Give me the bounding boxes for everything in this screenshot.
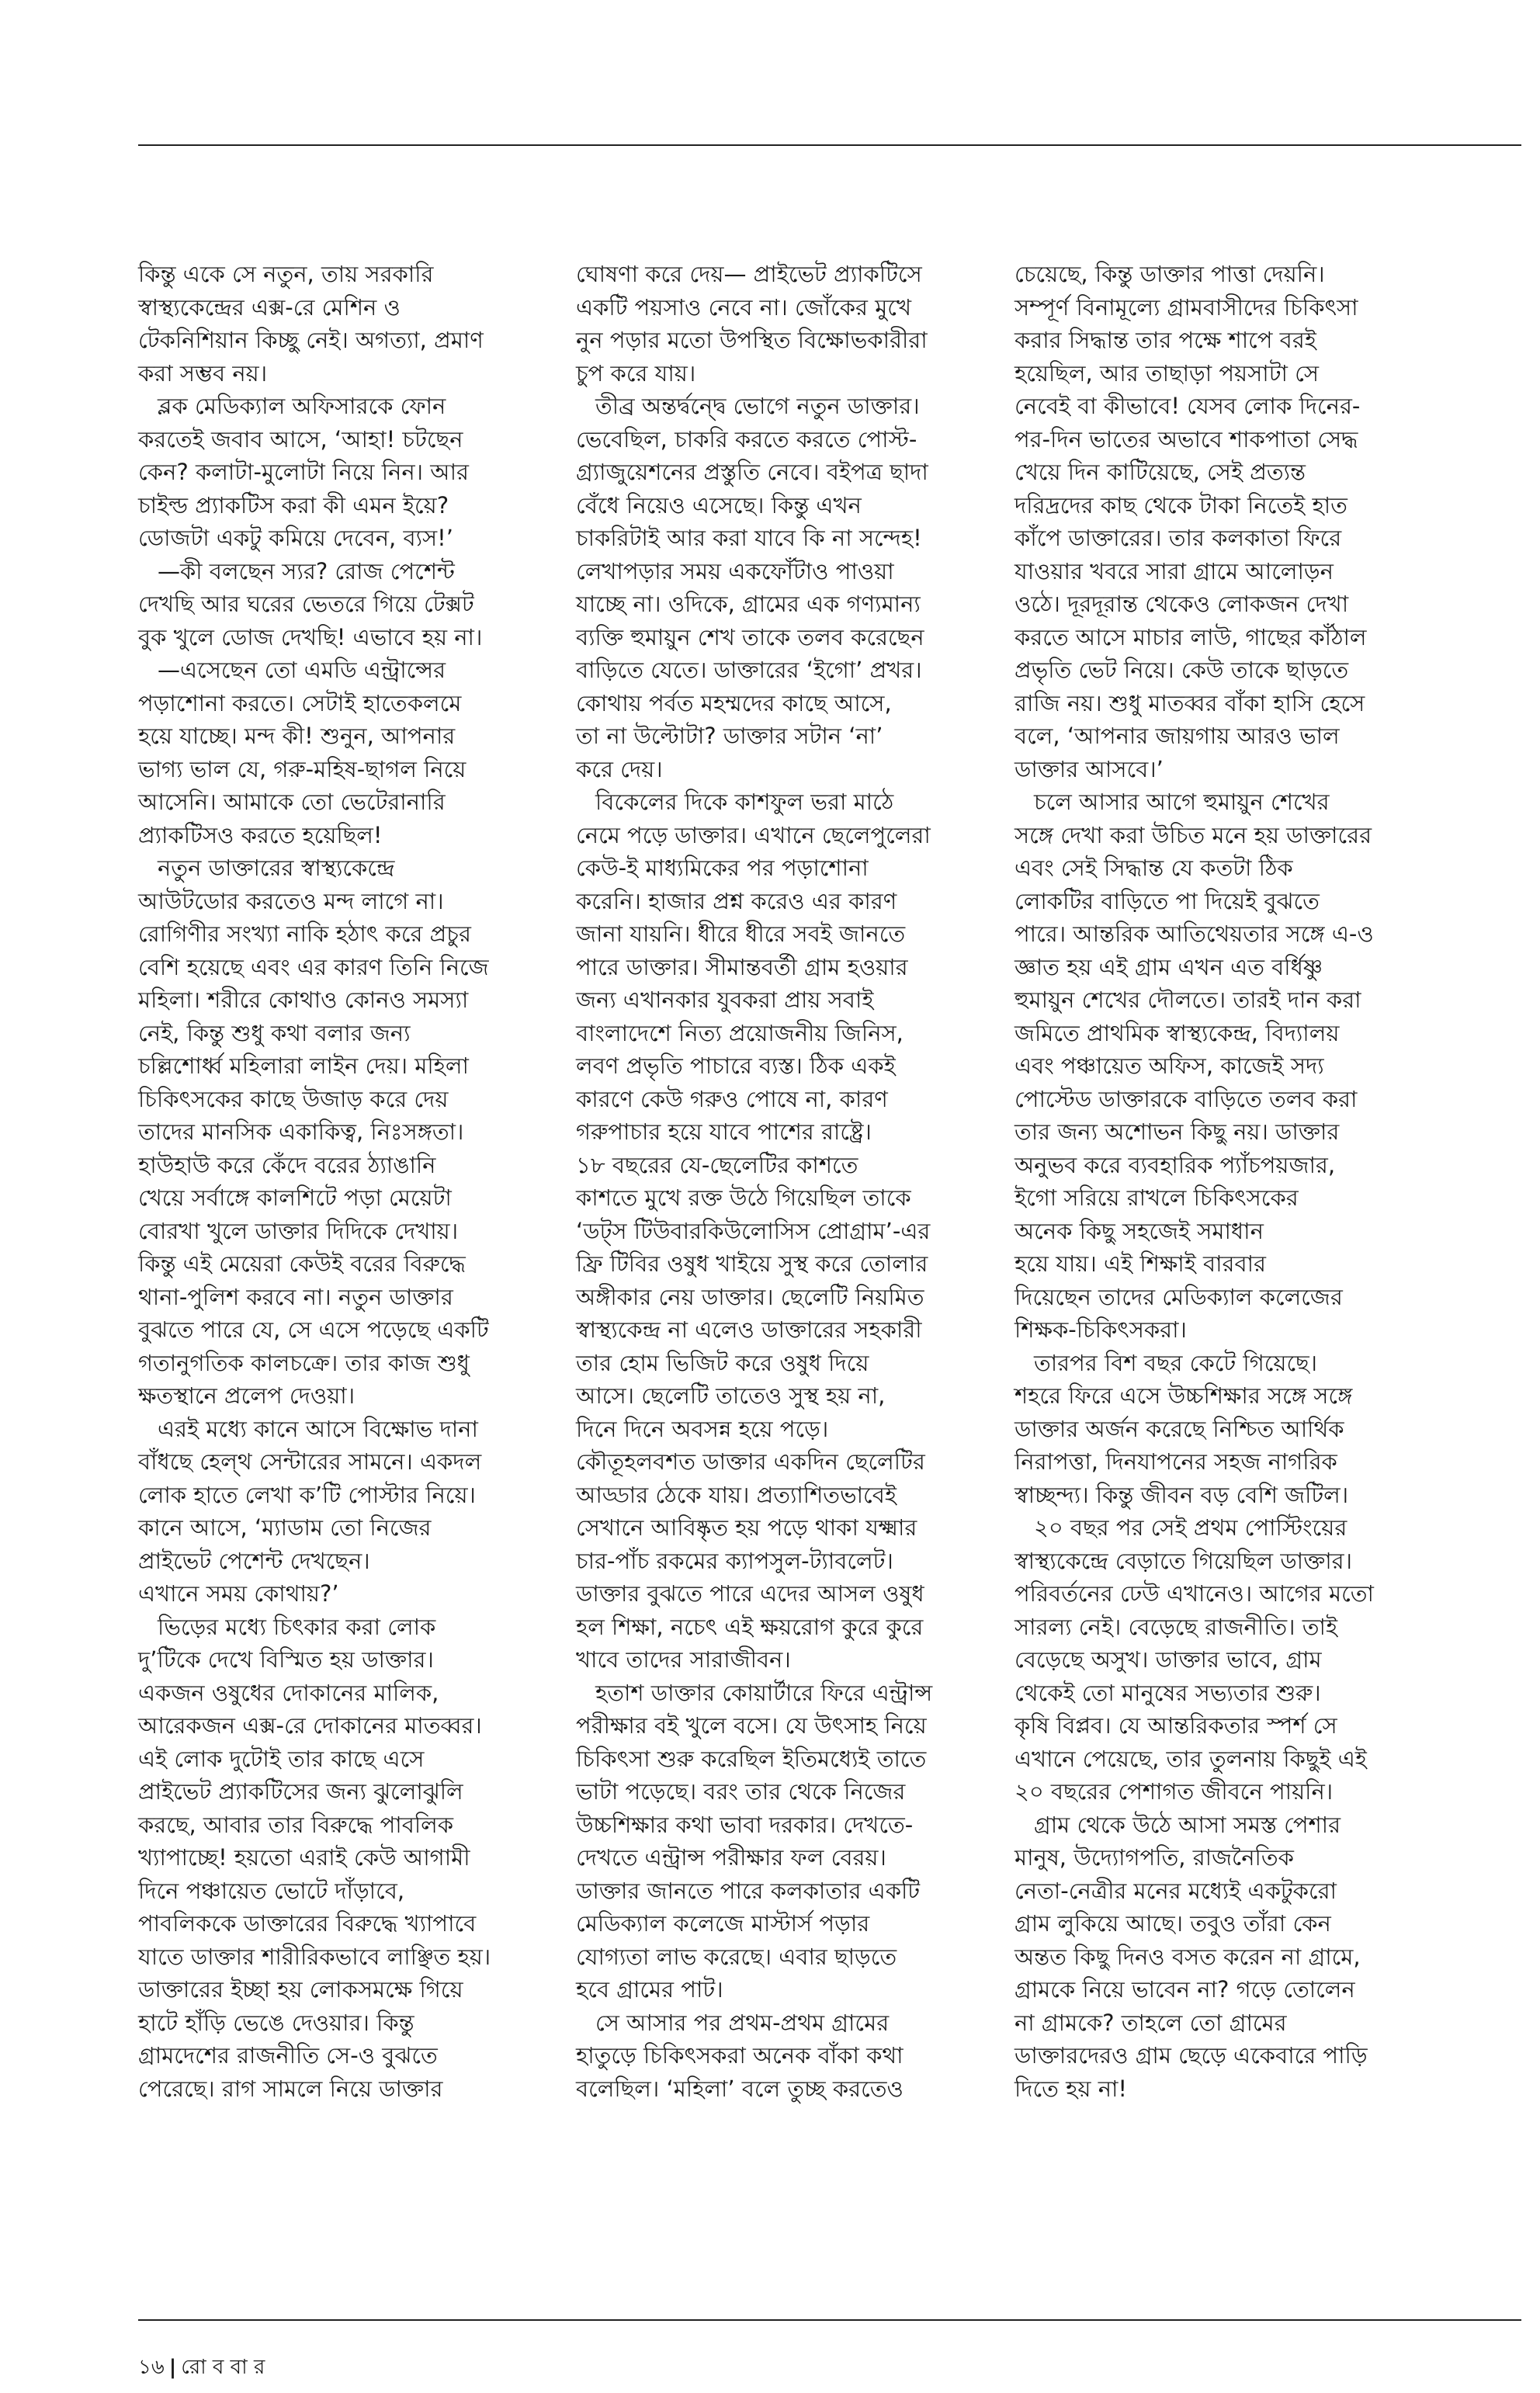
article-paragraph: —কী বলছেন স্যর? রোজ পেশেন্ট দেখছি আর ঘরের ভেতরে গিয়ে টেক্সট বুক খুলে ডোজ দেখছি! এভাবে হয় না। — [138, 557, 483, 650]
article-paragraph: গ্রাম থেকে উঠে আসা সমস্ত পেশার মানুষ, উদ্যোগপতি, রাজনৈতিক নেতা-নেত্রীর মনের মধ্যেই একটুকরো গ্রাম লুকিয়ে আছে। তবুও তাঁরা কেন অন্তত কিছু দিনও বসত করেন না গ্রামে, গ্রামকে নিয়ে ভাবেন না? গড়ে তোলেন না গ্রামকে? তাহলে তো গ্রামের ডাক্তারদেরও গ্রাম ছেড়ে একেবারে পাড়ি দিতে হয় না! — [1015, 1811, 1368, 2102]
bottom-rule — [138, 2319, 1521, 2321]
article-paragraph: ব্লক মেডিক্যাল অফিসারকে ফোন করতেই জবাব আসে, ‘আহা! চটছেন কেন? কলাটা-মুলোটা নিয়ে নিন। আর চাইল্ড প্র্যাকটিস করা কী এমন ইয়ে? ডোজটা একটু কমিয়ে দেবেন, ব্যস!’ — [138, 393, 470, 551]
article-paragraph: কিন্তু একে সে নতুন, তায় সরকারি স্বাস্থ্যকেন্দ্রের এক্স-রে মেশিন ও টেকনিশিয়ান কিচ্ছু নেই। অগত্যা, প্রমাণ করা সম্ভব নয়। — [138, 261, 484, 387]
article-paragraph: চেয়েছে, কিন্তু ডাক্তার পাত্তা দেয়নি। সম্পূর্ণ বিনামূল্যে গ্রামবাসীদের চিকিৎসা করার সিদ্ধান্ত তার পক্ষে শাপে বরই হয়েছিল, আর তাছাড়া পয়সাটা সে নেবেই বা কীভাবে! যেসব লোক দিনের- পর-দিন ভাতের অভাবে শাকপাতা সেদ্ধ খেয়ে দিন কাটিয়েছে, সেই প্রত্যন্ত দরিদ্রদের কাছ থেকে টাকা নিতেই হাত কাঁপে ডাক্তারের। তার কলকাতা ফিরে যাওয়ার খবরে সারা গ্রামে আলোড়ন ওঠে। দূরদূরান্ত থেকেও লোকজন দেখা করতে আসে মাচার লাউ, গাছের কাঁঠাল প্রভৃতি ভেট নিয়ে। কেউ তাকে ছাড়তে রাজি নয়। শুধু মাতব্বর বাঁকা হাসি হেসে বলে, ‘আপনার জায়গায় আরও ভাল ডাক্তার আসবে।’ — [1015, 261, 1367, 782]
page-number: ১৬ — [138, 2356, 165, 2379]
article-column-3 — [1015, 258, 1430, 2105]
article-paragraph: চলে আসার আগে হুমায়ুন শেখের সঙ্গে দেখা করা উচিত মনে হয় ডাক্তারের এবং সেই সিদ্ধান্ত যে কতটা ঠিক লোকটির বাড়িতে পা দিয়েই বুঝতে পারে। আন্তরিক আতিথেয়তার সঙ্গে এ-ও জ্ঞাত হয় এই গ্রাম এখন এত বর্ধিষ্ণু হুমায়ুন শেখের দৌলতে। তারই দান করা জমিতে প্রাথমিক স্বাস্থ্যকেন্দ্র, বিদ্যালয় এবং পঞ্চায়েত অফিস, কাজেই সদ্য পোস্টেড ডাক্তারকে বাড়িতে তলব করা তার জন্য অশোভন কিছু নয়। ডাক্তার অনুভব করে ব্যবহারিক প্যাঁচপয়জার, ইগো সরিয়ে রাখলে চিকিৎসকের অনেক কিছু সহজেই সমাধান হয়ে যায়। এই শিক্ষাই বারবার দিয়েছেন তাদের মেডিক্যাল কলেজের শিক্ষক-চিকিৎসকরা। — [1015, 789, 1374, 1343]
article-paragraph: বিকেলের দিকে কাশফুল ভরা মাঠে নেমে পড়ে ডাক্তার। এখানে ছেলেপুলেরা কেউ-ই মাধ্যমিকের পর পড়াশোনা করেনি। হাজার প্রশ্ন করেও এর কারণ জানা যায়নি। ধীরে ধীরে সবই জানতে পারে ডাক্তার। সীমান্তবর্তী গ্রাম হওয়ার জন্য এখানকার যুবকরা প্রায় সবাই বাংলাদেশে নিত্য প্রয়োজনীয় জিনিস, লবণ প্রভৃতি পাচারে ব্যস্ত। ঠিক একই কারণে কেউ গরুও পোষে না, কারণ গরুপাচার হয়ে যাবে পাশের রাষ্ট্রে। ১৮ বছরের যে-ছেলেটির কাশতে কাশতে মুখে রক্ত উঠে গিয়েছিল তাকে ‘ডট্স টিউবারকিউলোসিস প্রোগ্রাম’-এর ফ্রি টিবির ওষুধ খাইয়ে সুস্থ করে তোলার অঙ্গীকার নেয় ডাক্তার। ছেলেটি নিয়মিত স্বাস্থ্যকেন্দ্র না এলেও ডাক্তারের সহকারী তার হোম ভিজিট করে ওষুধ দিয়ে আসে। ছেলেটি তাতেও সুস্থ হয় না, দিনে দিনে অবসন্ন হয়ে পড়ে। কৌতূহলবশত ডাক্তার একদিন ছেলেটির আড্ডার ঠেকে যায়। প্রত্যাশিতভাবেই সেখানে আবিষ্কৃত হয় পড়ে থাকা যক্ষ্মার চার-পাঁচ রকমের ক্যাপসুল-ট্যাবলেট। ডাক্তার বুঝতে পারে এদের আসল ওষুধ হল শিক্ষা, নচেৎ এই ক্ষয়রোগ কুরে কুরে খাবে তাদের সারাজীবন। — [576, 789, 931, 1673]
footer-separator: | — [168, 2356, 177, 2379]
publication-name: রো ব বা র — [181, 2356, 265, 2379]
article-paragraph: —এসেছেন তো এমডি এন্ট্রান্সের পড়াশোনা করতে। সেটাই হাতেকলমে হয়ে যাচ্ছে। মন্দ কী! শুনুন, আপনার ভাগ্য ভাল যে, গরু-মহিষ-ছাগল নিয়ে আসেনি। আমাকে তো ভেটেরানারি প্র্যাকটিসও করতে হয়েছিল! — [138, 657, 467, 848]
article-paragraph: ঘোষণা করে দেয়— প্রাইভেট প্র্যাকটিসে একটি পয়সাও নেবে না। জোঁকের মুখে নুন পড়ার মতো উপস্থিত বিক্ষোভকারীরা চুপ করে যায়। — [576, 261, 928, 387]
article-paragraph: নতুন ডাক্তারের স্বাস্থ্যকেন্দ্রে আউটডোর করতেও মন্দ লাগে না। রোগিণীর সংখ্যা নাকি হঠাৎ করে প্রচুর বেশি হয়েছে এবং এর কারণ তিনি নিজে মহিলা। শরীরে কোথাও কোনও সমস্যা নেই, কিন্তু শুধু কথা বলার জন্য চল্লিশোর্ধ্ব মহিলারা লাইন দেয়। মহিলা চিকিৎসকের কাছে উজাড় করে দেয় তাদের মানসিক একাকিত্ব, নিঃসঙ্গতা। হাউহাউ করে কেঁদে বরের ঠ্যাঙানি খেয়ে সর্বাঙ্গে কালশিটে পড়া মেয়েটা বোরখা খুলে ডাক্তার দিদিকে দেখায়। কিন্তু এই মেয়েরা কেউই বরের বিরুদ্ধে থানা-পুলিশ করবে না। নতুন ডাক্তার বুঝতে পারে যে, সে এসে পড়েছে একটি গতানুগতিক কালচক্রে। তার কাজ শুধু ক্ষতস্থানে প্রলেপ দেওয়া। — [138, 855, 489, 1409]
article-paragraph: ভিড়ের মধ্যে চিৎকার করা লোক দু’টিকে দেখে বিস্মিত হয় ডাক্তার। একজন ওষুধের দোকানের মালিক, আরেকজন এক্স-রে দোকানের মাতব্বর। এই লোক দুটোই তার কাছে এসে প্রাইভেট প্র্যাকটিসের জন্য ঝুলোঝুলি করছে, আবার তার বিরুদ্ধে পাবলিক খ্যাপাচ্ছে! হয়তো এরাই কেউ আগামী দিনে পঞ্চায়েত ভোটে দাঁড়াবে, পাবলিককে ডাক্তারের বিরুদ্ধে খ্যাপাবে যাতে ডাক্তার শারীরিকভাবে লাঞ্ছিত হয়। ডাক্তারের ইচ্ছা হয় লোকসমক্ষে গিয়ে হাটে হাঁড়ি ভেঙে দেওয়ার। কিন্তু গ্রামদেশের রাজনীতি সে-ও বুঝতে পেরেছে। রাগ সামলে নিয়ে ডাক্তার — [138, 1613, 491, 2102]
article-paragraph: তারপর বিশ বছর কেটে গিয়েছে। শহরে ফিরে এসে উচ্চশিক্ষার সঙ্গে সঙ্গে ডাক্তার অর্জন করেছে নিশ্চিত আর্থিক নিরাপত্তা, দিনযাপনের সহজ নাগরিক স্বাচ্ছন্দ্য। কিন্তু জীবন বড় বেশি জটিল। — [1015, 1349, 1353, 1508]
article-paragraph: হতাশ ডাক্তার কোয়ার্টারে ফিরে এন্ট্রান্স পরীক্ষার বই খুলে বসে। যে উৎসাহ নিয়ে চিকিৎসা শুরু করেছিল ইতিমধ্যেই তাতে ভাটা পড়েছে। বরং তার থেকে নিজের উচ্চশিক্ষার কথা ভাবা দরকার। দেখতে- দেখতে এন্ট্রান্স পরীক্ষার ফল বেরয়। ডাক্তার জানতে পারে কলকাতার একটি মেডিক্যাল কলেজে মাস্টার্স পড়ার যোগ্যতা লাভ করেছে। এবার ছাড়তে হবে গ্রামের পাট। — [576, 1679, 933, 2003]
article-column-1 — [138, 258, 553, 2105]
article-paragraph: তীব্র অন্তর্দ্বন্দ্বে ভোগে নতুন ডাক্তার। ভেবেছিল, চাকরি করতে করতে পোস্ট- গ্র্যাজুয়েশনের প্রস্তুতি নেবে। বইপত্র ছাদা বেঁধে নিয়েও এসেছে। কিন্তু এখন চাকরিটাই আর করা যাবে কি না সন্দেহ! লেখাপড়ার সময় একফোঁটাও পাওয়া যাচ্ছে না। ওদিকে, গ্রামের এক গণ্যমান্য ব্যক্তি হুমায়ুন শেখ তাকে তলব করেছেন বাড়িতে যেতে। ডাক্তারের ‘ইগো’ প্রখর। কোথায় পর্বত মহম্মদের কাছে আসে, তা না উল্টোটা? ডাক্তার সটান ‘না’ করে দেয়। — [576, 393, 928, 782]
article-column-2 — [576, 258, 991, 2105]
page-footer — [138, 2355, 265, 2380]
article-paragraph: ২০ বছর পর সেই প্রথম পোস্টিংয়ের স্বাস্থ্যকেন্দ্রে বেড়াতে গিয়েছিল ডাক্তার। পরিবর্তনের ঢেউ এখানেও। আগের মতো সারল্য নেই। বেড়েছে রাজনীতি। তাই বেড়েছে অসুখ। ডাক্তার ভাবে, গ্রাম থেকেই তো মানুষের সভ্যতার শুরু। কৃষি বিপ্লব। যে আন্তরিকতার স্পর্শ সে এখানে পেয়েছে, তার তুলনায় কিছুই এই ২০ বছরের পেশাগত জীবনে পায়নি। — [1015, 1514, 1374, 1805]
article-paragraph: এরই মধ্যে কানে আসে বিক্ষোভ দানা বাঁধছে হেল্থ সেন্টারের সামনে। একদল লোক হাতে লেখা ক’টি পোস্টার নিয়ে। কানে আসে, ‘ম্যাডাম তো নিজের প্রাইভেট পেশেন্ট দেখছেন। এখানে সময় কোথায়?’ — [138, 1415, 482, 1607]
top-rule — [138, 144, 1521, 146]
article-paragraph: সে আসার পর প্রথম-প্রথম গ্রামের হাতুড়ে চিকিৎসকরা অনেক বাঁকা কথা বলেছিল। ‘মহিলা’ বলে তুচ্ছ করতেও — [576, 2009, 904, 2102]
